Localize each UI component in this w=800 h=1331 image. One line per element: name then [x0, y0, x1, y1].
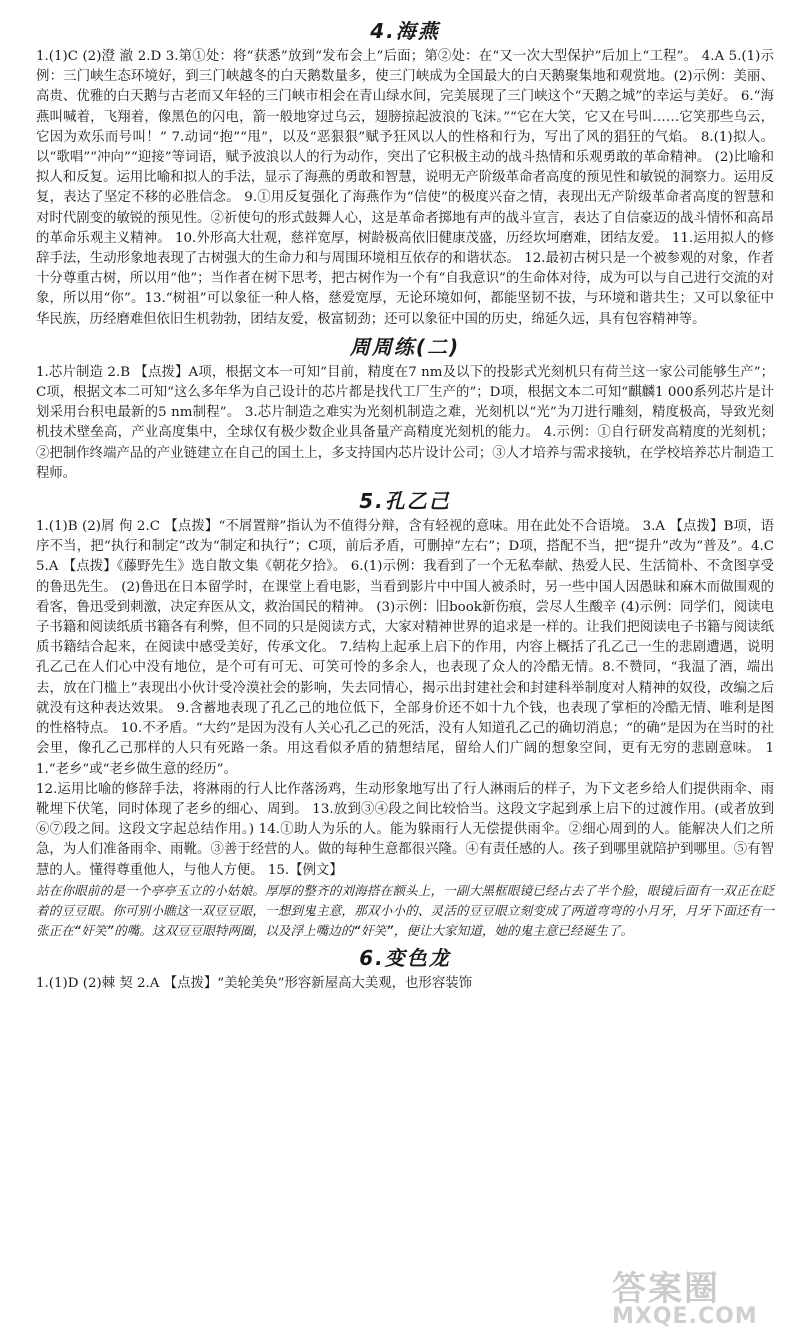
watermark-logo: 答案圈	[612, 1269, 720, 1309]
section-haiyan	[36, 18, 774, 330]
answer-paragraph: 1.(1)B (2)屑 佝 2.C 【点拨】“不屑置辩”指认为不值得分辩，含有轻视的意味。用在此处不合语境。 3.A 【点拨】B项，语序不当，把“执行和制定”改为“制定和执行”；C项，前后矛盾，可删掉“左右”；D项，搭配不当，把“提升”改为“普及”。4.C 5.A 【点拨】《藤野先生》选自散文集《朝花夕拾》。 6.(1)示例：我看到了一个无私奉献、热爱人民、生活简朴、不贪图享受的鲁迅先生。 (2)鲁迅在日本留学时，在课堂上看电影，当看到影片中中国人被杀时，另一些中国人因愚昧和麻木而做围观的看客，鲁迅受到刺激，决定弃医从文，救治国民的精神。 (3)示例：旧book新伤痕，尝尽人生酸辛 (4)示例：同学们，阅读电子书籍和阅读纸质书籍各有利弊，但不同的只是阅读方式，大家对精神世界的追求是一样的。让我们把阅读电子书籍与阅读纸质书籍结合起来，在阅读中感受美好，传承文化。 7.结构上起承上启下的作用，内容上概括了孔乙己一生的悲剧遭遇，说明孔乙己在人们心中没有地位，是个可有可无、可笑可怜的多余人，也表现了众人的冷酷无情。8.不赞同，“我温了酒，端出去，放在门槛上”表现出小伙计受冷漠社会的影响，失去同情心，揭示出封建社会和封建科举制度对人精神的奴役，改编之后就没有这种表达效果。 9.含蓄地表现了孔乙己的地位低下，全部身价还不如十九个钱，也表现了掌柜的冷酷无情、唯利是图的性格特点。 10.不矛盾。“大约”是因为没有人关心孔乙己的死活，没有人知道孔乙己的确切消息；“的确”是因为在当时的社会里，像孔乙己那样的人只有死路一条。用这看似矛盾的猜想结尾，留给人们广阔的想象空间，更有无穷的悲剧意味。 11.“老乡”或“老乡做生意的经历”。	[36, 519, 774, 777]
answer-paragraph: 1.芯片制造 2.B 【点拨】A项，根据文本一可知“目前，精度在7 nm及以下的投影式光刻机只有荷兰这一家公司能够生产”；C项，根据文本二可知“这么多年华为自己设计的芯片都是找代工厂生产的”；D项，根据文本二可知“麒麟1 000系列芯片是计划采用台积电最新的5 nm制程”。 3.芯片制造之难实为光刻机制造之难，光刻机以“光”为刀进行雕刻，精度极高，导致光刻机技术壁垒高，产业高度集中，全球仅有极少数企业具备量产高精度光刻机的能力。 4.示例：①自行研发高精度的光刻机；②把制作终端产品的产业链建立在自己的国土上，多支持国内芯片设计公司；③人才培养与需求接轨，在学校培养芯片制造工程师。	[36, 364, 774, 481]
section-chameleon	[36, 945, 774, 994]
section-weekly-practice-2	[36, 334, 774, 484]
watermark	[612, 1261, 792, 1329]
section-title: 周周练(二)	[349, 334, 461, 359]
section-kong-yiji	[36, 488, 774, 941]
section-title: 6.变色龙	[359, 946, 451, 971]
section-title: 5.孔乙己	[359, 489, 451, 514]
answer-paragraph: 1.(1)C (2)澄 澈 2.D 3.第①处：将“获悉”放到“发布会上”后面；第②处：在“又一次大型保护”后加上“工程”。 4.A 5.(1)示例：三门峡生态环境好，到三门峡越冬的白天鹅数量多，使三门峡成为全国最大的白天鹅聚集地和观赏地。(2)示例：美丽、高贵、优雅的白天鹅与古老而又年轻的三门峡市相会在青山绿水间，完美展现了三门峡这个“天鹅之城”的幸运与美好。 6.“海燕叫喊着，飞翔着，像黑色的闪电，箭一般地穿过乌云，翅膀掠起波浪的飞沫。”“它在大笑，它又在号叫……它笑那些乌云，它因为欢乐而号叫！” 7.动词“抱”“甩”，以及“恶狠狠”赋予狂风以人的性格和行为，写出了风的猖狂的气焰。 8.(1)拟人。以“歌唱”“冲向”“迎接”等词语，赋予波浪以人的行为动作，突出了它积极主动的战斗热情和乐观勇敢的革命精神。 (2)比喻和拟人和反复。运用比喻和拟人的手法，显示了海燕的勇敢和智慧，说明无产阶级革命者高度的预见性和敏锐的洞察力。运用反复，表达了坚定不移的必胜信念。 9.①用反复强化了海燕作为“信使”的极度兴奋之情，表现出无产阶级革命者高度的智慧和对时代剧变的敏锐的预见性。②祈使句的形式鼓舞人心，这是革命者掷地有声的战斗宣言，表达了自信豪迈的战斗情怀和高昂的革命乐观主义精神。 10.外形高大壮观，慈祥宽厚，树龄极高依旧健康茂盛，历经坎坷磨难，团结友爱。 11.运用拟人的修辞手法，生动形象地表现了古树强大的生命力和与周围环境相互依存的和谐状态。 12.最初古树只是一个被参观的对象，作者十分尊重古树，所以用“他”；当作者在树下思考，把古树作为一个有“自我意识”的生命体对待，成为可以与自己进行交流的对象，所以用“你”。13.“树祖”可以象征一种人格，慈爱宽厚，无论环境如何，都能坚韧不拔，与环境和谐共生；又可以象征中华民族，历经磨难但依旧生机勃勃，团结友爱，极富韧劲；还可以象征中国的历史，绵延久远，具有包容精神等。	[36, 49, 774, 327]
answer-paragraph: 12.运用比喻的修辞手法，将淋雨的行人比作落汤鸡，生动形象地写出了行人淋雨后的样子，为下文老乡给人们提供雨伞、雨靴埋下伏笔，同时体现了老乡的细心、周到。 13.放到③④段之间比较恰当。这段文字起到承上启下的过渡作用。(或者放到⑥⑦段之间。这段文字起总结作用。) 14.①助人为乐的人。能为躲雨行人无偿提供雨伞。②细心周到的人。能解决人们之所急，为人们准备雨伞、雨靴。③善于经营的人。做的每种生意都很兴隆。④有责任感的人。孩子到哪里就陪护到哪里。⑤有智慧的人。懂得尊重他人，与他人方便。 15.【例文】	[36, 781, 774, 878]
example-essay: 站在你眼前的是一个亭亭玉立的小姑娘。厚厚的整齐的刘海搭在额头上，一副大黑框眼镜已经占去了半个脸，眼镜后面有一双正在眨着的豆豆眼。你可别小瞧这一双豆豆眼，一想到鬼主意，那双小小的、灵活的豆豆眼立刻变成了两道弯弯的小月牙，月牙下面还有一张正在“奸笑”的嘴。这双豆豆眼特两圈，以及浮上嘴边的“奸笑”，便让大家知道，她的鬼主意已经诞生了。	[36, 882, 774, 939]
watermark-url: MXQE.COM	[612, 1304, 758, 1329]
section-title: 4.海燕	[370, 19, 440, 43]
answer-paragraph: 1.(1)D (2)棘 契 2.A 【点拨】“美轮美奂”形容新屋高大美观，也形容装饰	[36, 976, 472, 992]
